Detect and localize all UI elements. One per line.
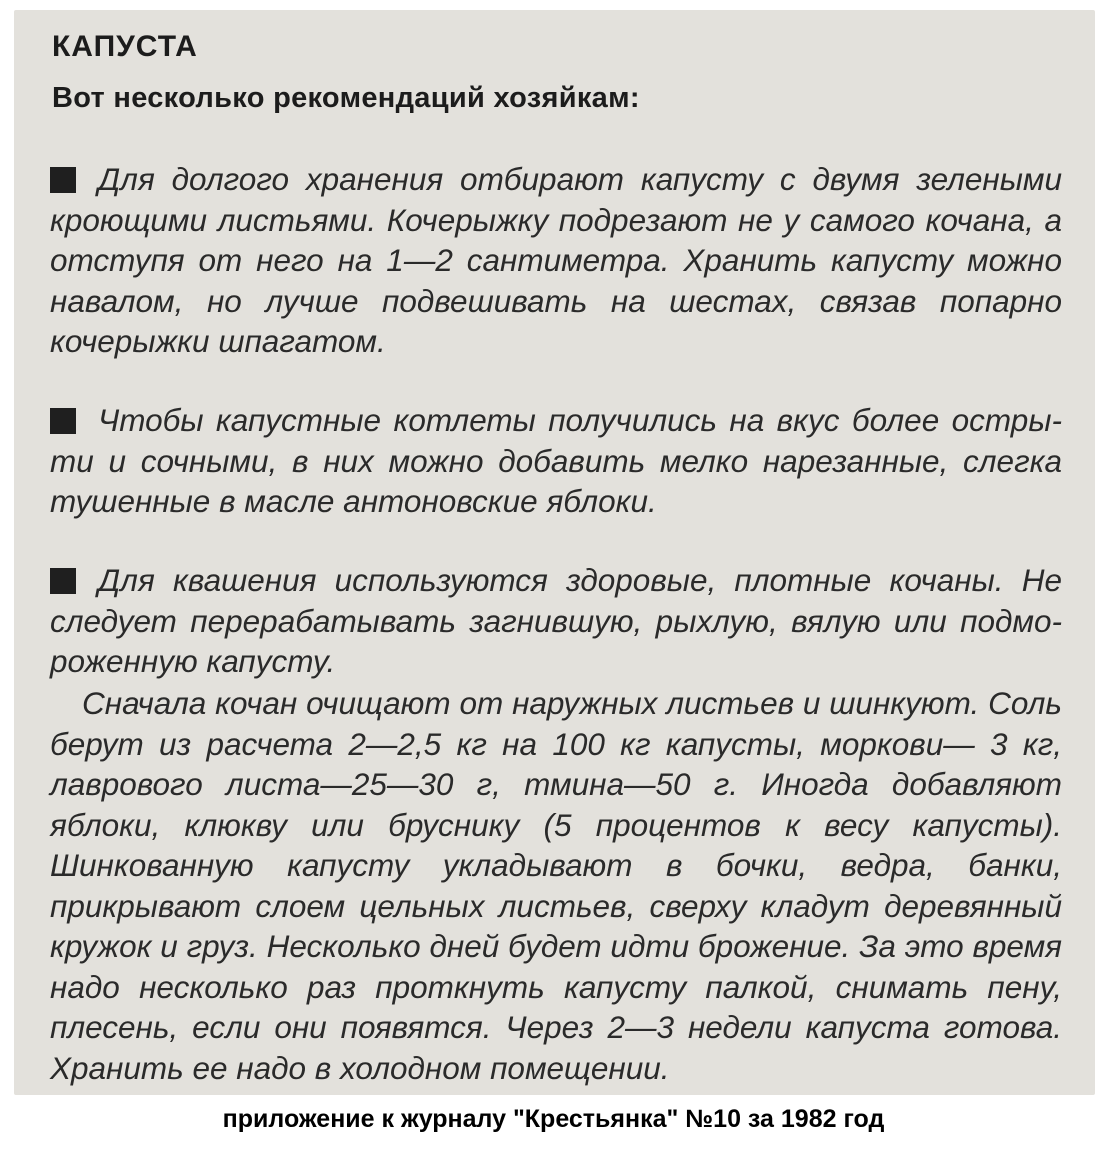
- paragraph-text: Для квашения используются здоровые, плотные кочаны. Не следует перерабатывать загнившую, рыхлую, вялую или подмороженную капусту.: [50, 562, 1062, 679]
- paragraph-storage: [50, 159, 1062, 362]
- paragraph-recipe: [50, 683, 1062, 1088]
- paragraph-fermentation: [50, 560, 1062, 682]
- article-title: КАПУСТА: [52, 30, 198, 63]
- paragraph-cutlets: [50, 400, 1062, 522]
- article-subtitle: Вот несколько рекомендаций хозяйкам:: [52, 82, 640, 114]
- paragraph-text: Для долгого хранения отбирают капусту с двумя зелеными кроющими листьями. Кочерыжку подрезают не у самого кочана, а отступя от него на 1—2 сантиметра. Хранить капусту можно навалом, но лучше подвешивать на шестах, связав попарно кочерыжки шпагатом.: [50, 161, 1062, 359]
- bullet-square-icon: [50, 167, 76, 193]
- bullet-square-icon: [50, 408, 76, 434]
- paragraph-text: Чтобы капустные котлеты получились на вкус более острыmи и сочными, в них можно добавить мелко нарезанные, слегка тушенные в масле антоновские яблоки.: [50, 402, 1062, 519]
- source-caption: приложение к журналу "Крестьянка" №10 за 1982 год: [222, 1105, 885, 1133]
- bullet-square-icon: [50, 568, 76, 594]
- paragraph-text: Сначала кочан очищают от наружных листьев и шинкуют. Соль берут из расчета 2—2,5 кг на 100 кг капусты, моркови— 3 кг, лаврового листа—25—30 г, тмина—50 г. Иногда добавляют яблоки, клюкву или бруснику (5 процентов к весу капусты). Шинкованную капусту укладывают в бочки, ведра, банки, прикрывают слоем цельных листьев, сверху кладут деревянный кружок и груз. Несколько дней будет идти брожение. За это время надо несколько раз проткнуть капусту палкой, снимать пену, плесень, если они появятся. Через 2—3 недели капуста готова. Хранить ее надо в холодном помещении.: [50, 685, 1062, 1086]
